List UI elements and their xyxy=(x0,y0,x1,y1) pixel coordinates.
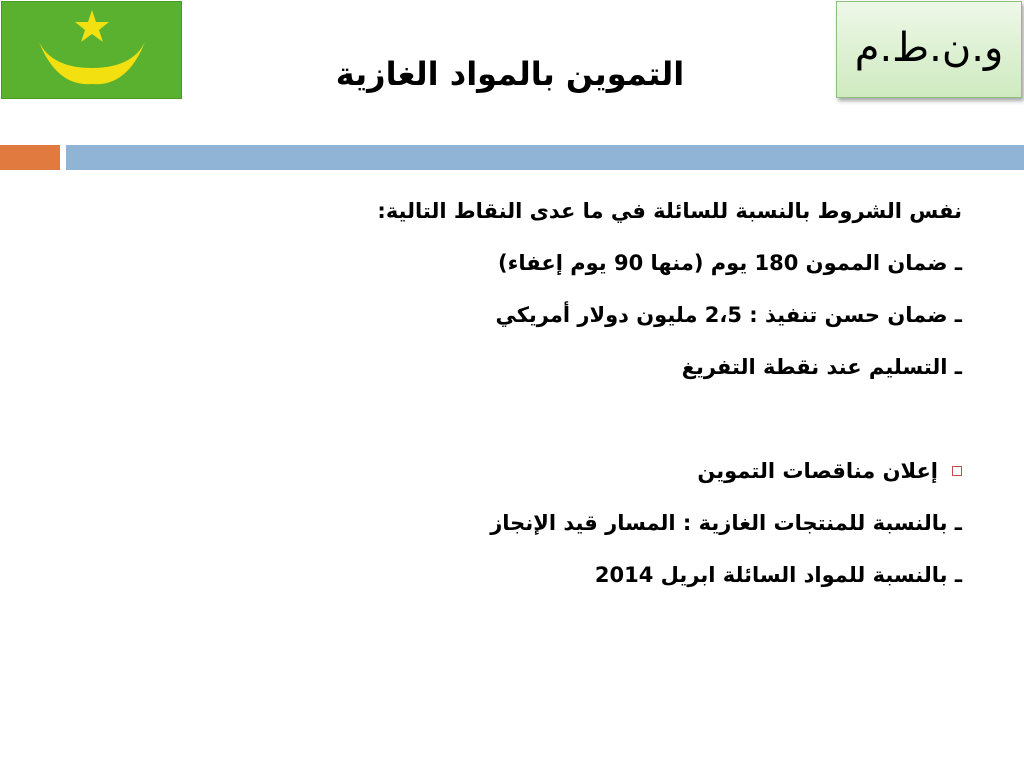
slide-body xyxy=(300,185,962,601)
section-heading-label: إعلان مناقصات التموين xyxy=(697,459,938,483)
list-item: ـ بالنسبة للمواد السائلة ابريل 2014 xyxy=(594,563,962,587)
spacer xyxy=(300,393,962,445)
slide-title: التموين بالمواد الغازية xyxy=(335,55,685,93)
list-item: ـ التسليم عند نقطة التفريغ xyxy=(681,355,962,379)
accent-bar-right xyxy=(66,145,1024,170)
list-item: ـ ضمان الممون 180 يوم (منها 90 يوم إعفاء) xyxy=(498,251,962,275)
accent-bar-left xyxy=(0,145,60,170)
square-bullet-icon xyxy=(952,466,962,476)
intro-text: نفس الشروط بالنسبة للسائلة في ما عدى النقاط التالية: xyxy=(377,199,962,223)
mauritania-flag xyxy=(1,1,182,99)
organization-badge: و.ن.ط.م xyxy=(836,1,1022,98)
list-item: ـ ضمان حسن تنفيذ : 2،5 مليون دولار أمريكي xyxy=(495,303,962,327)
list-item: ـ بالنسبة للمنتجات الغازية : المسار قيد الإنجاز xyxy=(490,511,962,535)
crescent-star-icon xyxy=(2,2,181,98)
section-heading xyxy=(300,445,962,497)
